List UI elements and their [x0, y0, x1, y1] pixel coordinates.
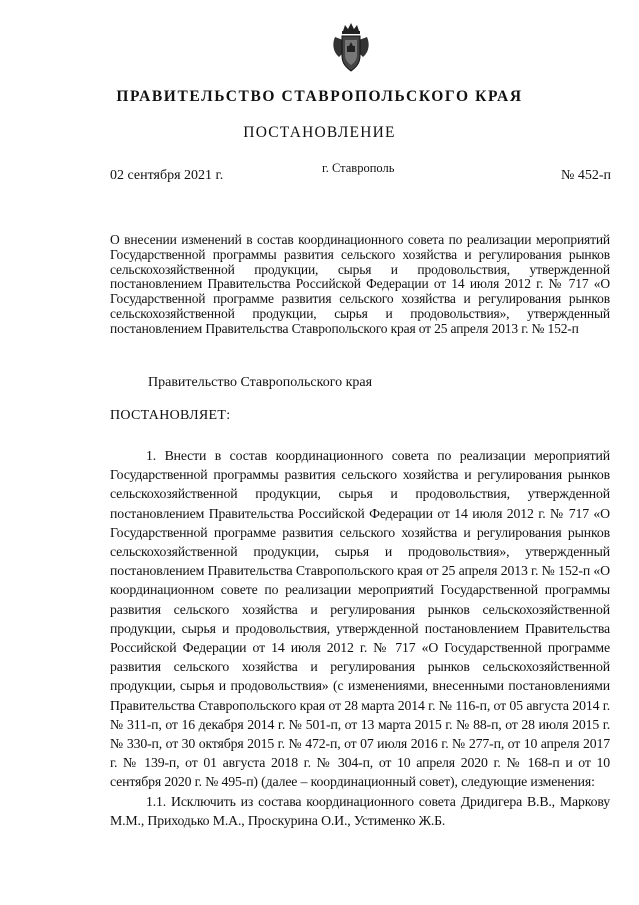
document-body [110, 446, 610, 830]
paragraph-1: 1. Внести в состав координационного совета по реализации мероприятий Государственной программы развития сельского хозяйства и регулирования рынков сельскохозяйственной продукции, сырья и продовольствия, утвержденной постановлением Правительства Российской Федерации от 14 июля 2012 г. № 717 «О Государственной программе развития сельского хозяйства и регулирования рынков сельскохозяйственной продукции, сырья и продовольствия», утвержденный постановлением Правительства Ставропольского края от 25 апреля 2013 г. № 152-п «О координационном совете по реализации мероприятий Государственной программы развития сельского хозяйства и регулирования рынков сельскохозяйственной продукции, сырья и продовольствия, утвержденной постановлением Правительства Российской Федерации от 14 июля 2012 г. № 717 «О Государственной программе развития сельского хозяйства и регулирования рынков сельскохозяйственной продукции, сырья и продовольствия» (с изменениями, внесенными постановлениями Правительства Ставропольского края от 28 марта 2014 г. № 116-п, от 05 августа 2014 г. № 311-п, от 16 декабря 2014 г. № 501-п, от 13 марта 2015 г. № 88-п, от 28 июля 2015 г. № 330-п, от 30 октября 2015 г. № 472-п, от 07 июля 2016 г. № 277-п, от 10 апреля 2017 г. № 139-п, от 01 августа 2018 г. № 304-п, от 10 апреля 2020 г. № 168-п и от 10 сентября 2020 г. № 495-п) (далее – координационный совет), следующие изменения: [110, 448, 610, 790]
document-number: № 452-п [560, 168, 611, 183]
document-city: г. Ставрополь [322, 161, 395, 175]
document-date: 02 сентября 2021 г. [110, 168, 224, 183]
document-type: ПОСТАНОВЛЕНИЕ [243, 124, 396, 141]
coat-of-arms-icon [331, 22, 371, 74]
resolves-heading: ПОСТАНОВЛЯЕТ: [110, 408, 231, 423]
document-title: О внесении изменений в состав координационного совета по реализации мероприятий Государственной программы развития сельского хозяйства и регулирования рынков сельскохозяйственной продукции, сырья и продовольствия, утвержденной постановлением Правительства Российской Федерации от 14 июля 2012 г. № 717 «О Государственной программе развития сельского хозяйства и регулирования рынков сельскохозяйственной продукции, сырья и продовольствия», утвержденный постановлением Правительства Ставропольского края от 25 апреля 2013 г. № 152-п [110, 232, 610, 336]
preamble: Правительство Ставропольского края [148, 375, 373, 390]
government-name: ПРАВИТЕЛЬСТВО СТАВРОПОЛЬСКОГО КРАЯ [116, 88, 523, 105]
paragraph-1-1: 1.1. Исключить из состава координационного совета Дридигера В.В., Маркову М.М., Приходько М.А., Проскурина О.И., Устименко Ж.Б. [110, 793, 610, 828]
